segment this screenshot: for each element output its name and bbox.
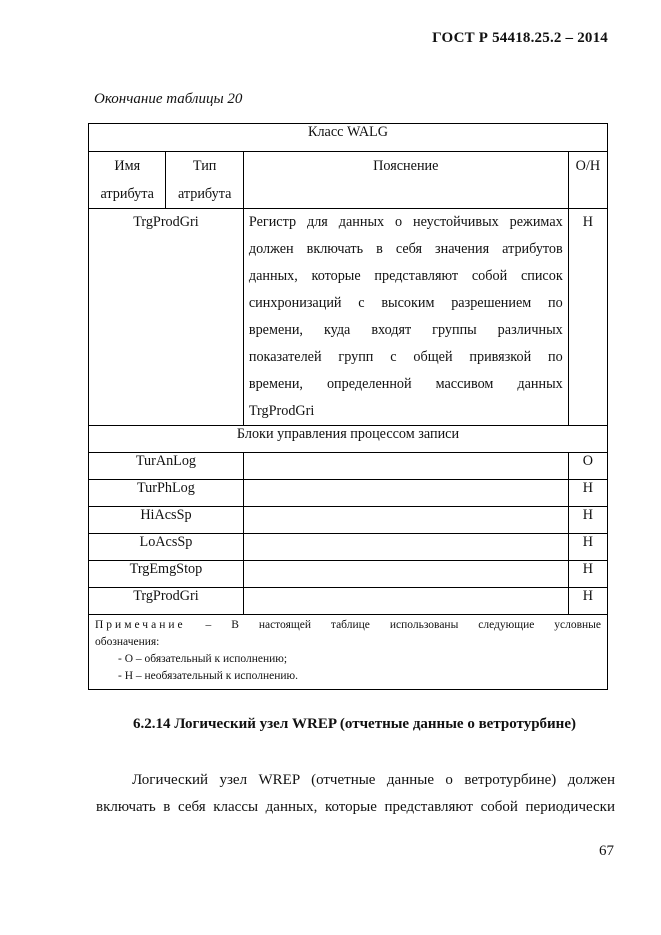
table-note-row: [89, 615, 608, 690]
attribute-oh-cell: Н: [568, 561, 607, 588]
table-title-row: [89, 124, 608, 152]
attribute-oh-cell: Н: [568, 534, 607, 561]
header-attribute-name: Имя атрибута: [89, 152, 166, 209]
attribute-name-cell: TrgProdGri: [89, 588, 244, 615]
group-title: Блоки управления процессом записи: [89, 426, 608, 453]
attribute-name-cell: TrgProdGri: [89, 209, 244, 426]
attribute-oh-cell: Н: [568, 480, 607, 507]
attribute-name-cell: TurPhLog: [89, 480, 244, 507]
attribute-description-cell: Регистр для данных о неустойчивых режимах должен включать в себя значения атрибутов данных, которые представляют собой список синхронизаций с высоким разрешением по времени, куда входят группы различных показателей групп с общей привязкой по времени, определенной массивом данных TrgProdGri: [243, 209, 568, 426]
table-row: [89, 561, 608, 588]
attribute-description-cell: [243, 507, 568, 534]
note-label: Примечание: [95, 619, 186, 631]
attribute-description-cell: [243, 561, 568, 588]
table-row: [89, 588, 608, 615]
group-title-row: [89, 426, 608, 453]
note-text-line1: – В настоящей таблице использованы следующие условные: [205, 619, 602, 631]
note-item: - Н – необязательный к исполнению.: [118, 670, 298, 682]
attribute-name-cell: TurAnLog: [89, 453, 244, 480]
table-header-row: [89, 152, 608, 209]
attribute-name-cell: HiAcsSp: [89, 507, 244, 534]
table-row: [89, 534, 608, 561]
note-text-line2: обозначения:: [95, 636, 160, 648]
header-oh: О/Н: [568, 152, 607, 209]
attribute-description-cell: [243, 534, 568, 561]
note-item: - О – обязательный к исполнению;: [118, 653, 288, 665]
paragraph-line: включать в себя классы данных, которые представляют собой периодически: [96, 799, 615, 815]
header-description: Пояснение: [243, 152, 568, 209]
attribute-name-cell: LoAcsSp: [89, 534, 244, 561]
attribute-oh-cell: Н: [568, 507, 607, 534]
class-title: Класс WALG: [89, 124, 608, 152]
table-note: [89, 615, 608, 690]
attribute-description-cell: [243, 588, 568, 615]
attribute-description-cell: [243, 453, 568, 480]
attribute-description-cell: [243, 480, 568, 507]
attribute-name-cell: TrgEmgStop: [89, 561, 244, 588]
attribute-oh-cell: Н: [568, 588, 607, 615]
section-title: 6.2.14 Логический узел WREP (отчетные данные о ветротурбине): [133, 716, 576, 732]
table-row: [89, 507, 608, 534]
table-row: [89, 480, 608, 507]
body-paragraph: [96, 767, 615, 821]
table-row: [89, 209, 608, 426]
page-number: 67: [599, 843, 614, 859]
paragraph-line: Логический узел WREP (отчетные данные о ветротурбине) должен: [132, 772, 615, 788]
table-row: [89, 453, 608, 480]
table-caption: Окончание таблицы 20: [94, 91, 243, 107]
header-attribute-type: Тип атрибута: [166, 152, 243, 209]
attribute-oh-cell: О: [568, 453, 607, 480]
attribute-oh-cell: Н: [568, 209, 607, 426]
walg-class-table: [88, 123, 608, 690]
document-standard-header: ГОСТ Р 54418.25.2 – 2014: [432, 30, 608, 46]
